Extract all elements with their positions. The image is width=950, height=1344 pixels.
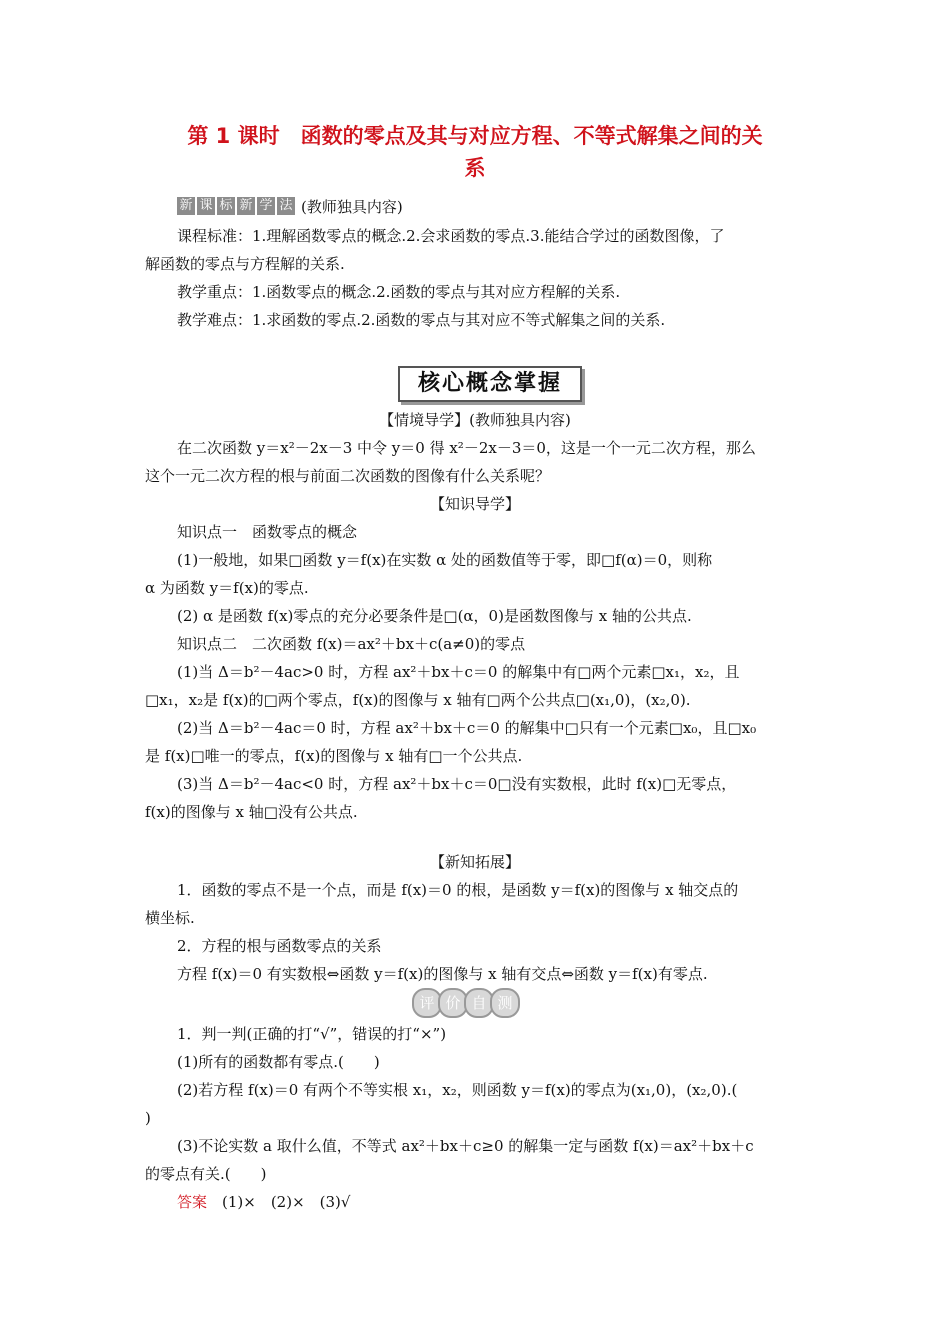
situation-heading: 【情境导学】(教师独具内容): [379, 411, 571, 429]
extension-item-2b: 方程 f(x)＝0 有实数根⇔函数 y＝f(x)的图像与 x 轴有交点⇔函数 y＝f(x)有零点.: [177, 965, 708, 983]
knowledge-point-1-item-1a: (1)一般地，如果□函数 y＝f(x)在实数 α 处的函数值等于零，即□f(α)＝0，则称: [177, 551, 713, 569]
extension-item-1a: 1．函数的零点不是一个点，而是 f(x)＝0 的根，是函数 y＝f(x)的图像与 x 轴交点的: [177, 881, 739, 899]
extension-item-1b: 横坐标.: [145, 909, 195, 927]
lesson-title: [150, 120, 800, 184]
evaluation-char: 评: [412, 988, 442, 1018]
situation-line-1: 在二次函数 y＝x²－2x－3 中令 y＝0 得 x²－2x－3＝0，这是一个一元二次方程，那么: [177, 439, 756, 457]
course-standard-line-1: 课程标准：1.理解函数零点的概念.2.会求函数的零点.3.能结合学过的函数图像，了: [177, 227, 725, 245]
new-curriculum-badge: [177, 196, 403, 216]
knowledge-point-1-title: 知识点一 函数零点的概念: [177, 523, 358, 541]
knowledge-point-1-item-2: (2) α 是函数 f(x)零点的充分必要条件是□(α，0)是函数图像与 x 轴的公共点.: [177, 607, 692, 625]
badge-note: (教师独具内容): [301, 197, 403, 216]
answer-line: [177, 1192, 350, 1212]
judge-question-2a: (2)若方程 f(x)＝0 有两个不等实根 x₁，x₂，则函数 y＝f(x)的零点为(x₁,0)，(x₂,0).(: [177, 1081, 738, 1099]
title-line-2: 系: [464, 156, 486, 180]
judge-question-title: 1．判一判(正确的打“√”，错误的打“×”): [177, 1025, 447, 1043]
extension-item-2: 2．方程的根与函数零点的关系: [177, 937, 382, 955]
knowledge-point-1-item-1b: α 为函数 y＝f(x)的零点.: [145, 579, 309, 597]
situation-line-2: 这个一元二次方程的根与前面二次函数的图像有什么关系呢？: [145, 467, 551, 485]
self-evaluation-badge: [412, 988, 516, 1018]
judge-question-2b: ): [145, 1109, 151, 1127]
badge-char: 标: [217, 197, 235, 215]
badge-char: 学: [257, 197, 275, 215]
evaluation-char: 价: [438, 988, 468, 1018]
answer-label: 答案: [177, 1193, 208, 1211]
course-standard-line-2: 解函数的零点与方程解的关系.: [145, 255, 345, 273]
badge-char: 法: [277, 197, 295, 215]
badge-char: 新: [237, 197, 255, 215]
core-concept-heading: 核心概念掌握: [398, 366, 582, 402]
judge-question-3b: 的零点有关.( ): [145, 1165, 267, 1183]
evaluation-char: 自: [464, 988, 494, 1018]
teaching-difficulty: 教学难点：1.求函数的零点.2.函数的零点与其对应不等式解集之间的关系.: [177, 311, 666, 329]
knowledge-point-2-item-3b: f(x)的图像与 x 轴□没有公共点.: [145, 803, 358, 821]
knowledge-point-2-title: 知识点二 二次函数 f(x)＝ax²＋bx＋c(a≠0)的零点: [177, 635, 526, 653]
evaluation-char: 测: [490, 988, 520, 1018]
answer-text: (1)× (2)× (3)√: [207, 1193, 351, 1211]
knowledge-point-2-item-2b: 是 f(x)□唯一的零点，f(x)的图像与 x 轴有□一个公共点.: [145, 747, 523, 765]
teaching-focus: 教学重点：1.函数零点的概念.2.函数的零点与其对应方程解的关系.: [177, 283, 621, 301]
extension-heading: 【新知拓展】: [429, 853, 520, 871]
knowledge-point-2-item-1b: □x₁，x₂是 f(x)的□两个零点，f(x)的图像与 x 轴有□两个公共点□(x₁,0)，(x₂,0).: [145, 691, 691, 709]
knowledge-point-2-item-2a: (2)当 Δ＝b²－4ac＝0 时，方程 ax²＋bx＋c＝0 的解集中□只有一个元素□x₀，且□x₀: [177, 719, 757, 737]
judge-question-3a: (3)不论实数 a 取什么值，不等式 ax²＋bx＋c≥0 的解集一定与函数 f(x)＝ax²＋bx＋c: [177, 1137, 754, 1155]
knowledge-point-2-item-1a: (1)当 Δ＝b²－4ac>0 时，方程 ax²＋bx＋c＝0 的解集中有□两个元素□x₁，x₂，且: [177, 663, 740, 681]
badge-char: 新: [177, 197, 195, 215]
title-line-1: 第 1 课时 函数的零点及其与对应方程、不等式解集之间的关: [187, 124, 763, 148]
badge-char: 课: [197, 197, 215, 215]
knowledge-point-2-item-3a: (3)当 Δ＝b²－4ac<0 时，方程 ax²＋bx＋c＝0□没有实数根，此时 f(x)□无零点，: [177, 775, 737, 793]
knowledge-heading: 【知识导学】: [429, 495, 520, 513]
judge-question-1: (1)所有的函数都有零点.( ): [177, 1053, 380, 1071]
